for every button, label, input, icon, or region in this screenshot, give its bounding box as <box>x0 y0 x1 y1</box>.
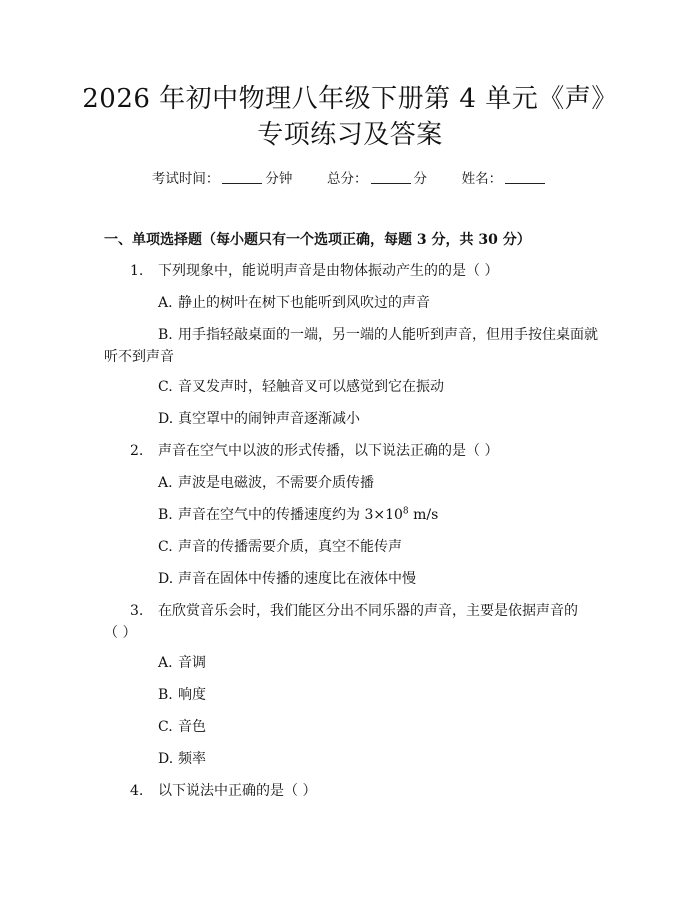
option-text: 声音在空气中的传播速度约为 3×10 <box>178 507 403 523</box>
option-letter: C. <box>158 719 173 735</box>
question-3-continued <box>104 622 604 644</box>
question-number: 4. <box>130 783 144 799</box>
question-1 <box>104 260 604 282</box>
question-text: 在欣赏音乐会时，我们能区分出不同乐器的声音，主要是依据声音的 <box>158 603 578 619</box>
score-unit: 分 <box>413 171 427 187</box>
option-text: 音叉发声时，轻触音叉可以感觉到它在振动 <box>178 379 444 395</box>
question-1-option-b-continued <box>104 346 604 368</box>
option-text: 声音的传播需要介质，真空不能传声 <box>178 539 402 555</box>
exam-meta <box>0 170 700 188</box>
score-label: 总分： <box>327 171 368 187</box>
option-letter: D. <box>158 571 174 587</box>
question-3 <box>104 600 604 622</box>
question-1-option-b <box>104 324 604 346</box>
question-4 <box>104 780 604 802</box>
question-text: 以下说法中正确的是（ ） <box>158 783 317 799</box>
name-blank <box>505 171 545 184</box>
option-letter: D. <box>158 751 174 767</box>
question-1-option-c <box>104 376 604 398</box>
question-1-option-d <box>104 408 604 430</box>
option-text: 声波是电磁波，不需要介质传播 <box>178 475 374 491</box>
question-number: 1. <box>130 263 144 279</box>
section-heading: 一、单项选择题（每小题只有一个选项正确，每题 3 分，共 30 分） <box>104 232 531 248</box>
question-text: 下列现象中，能说明声音是由物体振动产生的的是（ ） <box>158 263 499 279</box>
option-text: 声音在固体中传播的速度比在液体中慢 <box>178 571 416 587</box>
option-letter: D. <box>158 411 174 427</box>
option-text-unit: m/s <box>408 507 439 523</box>
question-text: 声音在空气中以波的形式传播，以下说法正确的是（ ） <box>158 443 499 459</box>
question-2-option-d <box>104 568 604 590</box>
option-letter: C. <box>158 379 173 395</box>
option-letter: A. <box>158 295 173 311</box>
page-title-line1: 2026 年初中物理八年级下册第 4 单元《声》 <box>82 84 618 114</box>
option-text: 频率 <box>178 751 206 767</box>
option-letter: A. <box>158 475 173 491</box>
option-letter: B. <box>158 687 173 703</box>
question-1-option-a <box>104 292 604 314</box>
time-label: 考试时间： <box>151 171 220 187</box>
question-2-option-b <box>104 504 604 526</box>
question-2-option-a <box>104 472 604 494</box>
option-exponent: 8 <box>402 506 409 517</box>
score-blank <box>371 171 411 184</box>
question-3-option-c <box>104 716 604 738</box>
question-3-option-b <box>104 684 604 706</box>
question-3-option-a <box>104 652 604 674</box>
question-3-option-d <box>104 748 604 770</box>
option-letter: C. <box>158 539 173 555</box>
option-text: 用手指轻敲桌面的一端，另一端的人能听到声音，但用手按住桌面就 <box>178 327 598 343</box>
option-letter: A. <box>158 655 173 671</box>
question-number: 3. <box>130 603 144 619</box>
question-2 <box>104 440 604 462</box>
time-unit: 分钟 <box>265 171 293 187</box>
page-title-line2: 专项练习及答案 <box>257 120 443 150</box>
name-label: 姓名： <box>461 171 503 187</box>
option-letter: B. <box>158 327 173 343</box>
option-letter: B. <box>158 507 173 523</box>
option-text: 音调 <box>178 655 206 671</box>
time-blank <box>222 171 262 184</box>
option-text: 响度 <box>178 687 206 703</box>
option-text: 音色 <box>178 719 206 735</box>
question-2-option-c <box>104 536 604 558</box>
option-text-continued: 听不到声音 <box>104 349 174 365</box>
question-text-continued: （ ） <box>104 625 137 641</box>
question-number: 2. <box>130 443 144 459</box>
option-text: 真空罩中的闹钟声音逐渐减小 <box>178 411 360 427</box>
option-text: 静止的树叶在树下也能听到风吹过的声音 <box>178 295 430 311</box>
